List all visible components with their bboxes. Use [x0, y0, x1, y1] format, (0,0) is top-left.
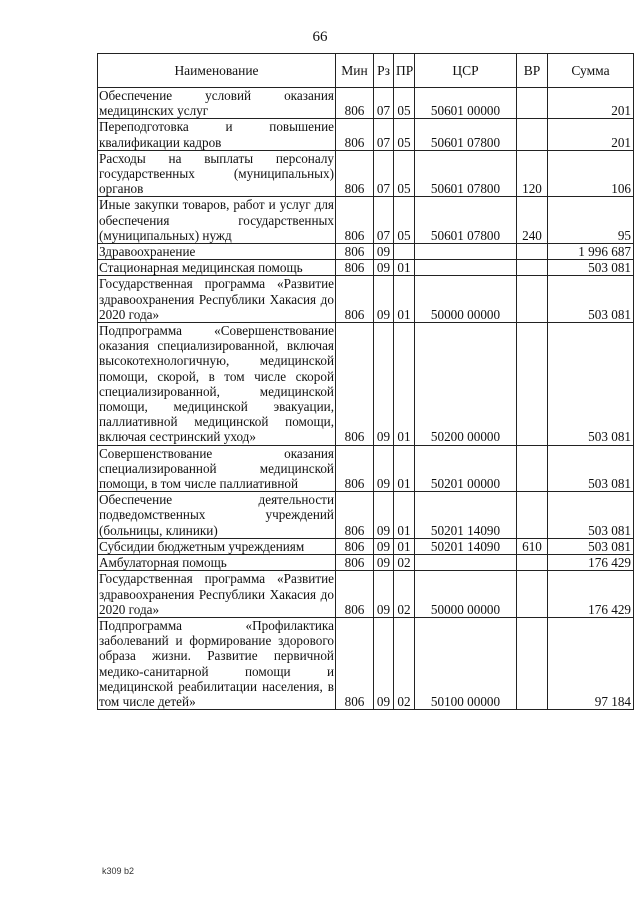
cell-rz: 09 — [374, 323, 394, 446]
header-name: Наименование — [98, 54, 336, 88]
cell-vr — [517, 492, 548, 539]
table-row — [98, 119, 634, 150]
header-min: Мин — [336, 54, 374, 88]
cell-csr: 50000 00000 — [415, 276, 517, 323]
table-row — [98, 555, 634, 571]
table-row — [98, 260, 634, 276]
cell-rz: 09 — [374, 555, 394, 571]
cell-name: Амбулаторная помощь — [98, 555, 336, 571]
cell-csr — [415, 244, 517, 260]
cell-name: Государственная программа «Развитие здравоохранения Республики Хакасия до 2020 года» — [99, 571, 334, 617]
cell-min: 806 — [336, 150, 374, 197]
cell-min: 806 — [336, 445, 374, 492]
cell-csr — [415, 555, 517, 571]
cell-min: 806 — [336, 323, 374, 446]
cell-csr: 50201 14090 — [415, 538, 517, 554]
header-sum: Сумма — [548, 54, 634, 88]
cell-rz: 07 — [374, 197, 394, 244]
table-row — [98, 445, 634, 492]
cell-csr — [415, 260, 517, 276]
cell-vr: 610 — [517, 538, 548, 554]
cell-rz: 09 — [374, 538, 394, 554]
cell-csr: 50601 00000 — [415, 88, 517, 119]
cell-pr: 01 — [394, 445, 415, 492]
cell-rz: 07 — [374, 150, 394, 197]
cell-sum: 503 081 — [548, 276, 634, 323]
cell-min: 806 — [336, 492, 374, 539]
cell-name: Здравоохранение — [98, 244, 336, 260]
budget-table — [97, 53, 634, 710]
cell-sum: 201 — [548, 119, 634, 150]
cell-pr: 02 — [394, 617, 415, 709]
cell-vr — [517, 323, 548, 446]
cell-min: 806 — [336, 119, 374, 150]
cell-pr: 01 — [394, 260, 415, 276]
table-row — [98, 150, 634, 197]
cell-pr: 02 — [394, 571, 415, 618]
cell-pr: 01 — [394, 492, 415, 539]
cell-vr — [517, 571, 548, 618]
cell-min: 806 — [336, 555, 374, 571]
cell-vr — [517, 260, 548, 276]
cell-sum: 176 429 — [548, 571, 634, 618]
cell-rz: 09 — [374, 492, 394, 539]
cell-min: 806 — [336, 260, 374, 276]
cell-vr — [517, 119, 548, 150]
cell-rz: 09 — [374, 571, 394, 618]
header-vr: ВР — [517, 54, 548, 88]
cell-name: Обеспечение условий оказания медицинских услуг — [99, 88, 334, 119]
cell-rz: 07 — [374, 88, 394, 119]
footer-code: k309 b2 — [102, 866, 135, 876]
table-header-row — [98, 54, 634, 88]
cell-csr: 50201 14090 — [415, 492, 517, 539]
cell-csr: 50601 07800 — [415, 119, 517, 150]
table-row — [98, 492, 634, 539]
cell-csr: 50100 00000 — [415, 617, 517, 709]
cell-csr: 50601 07800 — [415, 150, 517, 197]
cell-name: Государственная программа «Развитие здравоохранения Республики Хакасия до 2020 года» — [99, 276, 334, 322]
cell-min: 806 — [336, 88, 374, 119]
cell-vr — [517, 88, 548, 119]
cell-pr: 01 — [394, 323, 415, 446]
cell-vr — [517, 445, 548, 492]
cell-rz: 09 — [374, 276, 394, 323]
header-csr: ЦСР — [415, 54, 517, 88]
cell-csr: 50000 00000 — [415, 571, 517, 618]
table-row — [98, 276, 634, 323]
cell-min: 806 — [336, 276, 374, 323]
cell-sum: 176 429 — [548, 555, 634, 571]
cell-name: Иные закупки товаров, работ и услуг для обеспечения государственных (муниципальных) нужд — [99, 197, 334, 243]
table-row — [98, 323, 634, 446]
table-row — [98, 617, 634, 709]
cell-pr: 05 — [394, 197, 415, 244]
cell-pr: 01 — [394, 276, 415, 323]
cell-rz: 09 — [374, 260, 394, 276]
table-row — [98, 571, 634, 618]
page-number: 66 — [312, 29, 328, 45]
cell-sum: 503 081 — [548, 492, 634, 539]
cell-sum: 503 081 — [548, 445, 634, 492]
cell-vr: 120 — [517, 150, 548, 197]
cell-sum: 503 081 — [548, 323, 634, 446]
cell-vr: 240 — [517, 197, 548, 244]
cell-vr — [517, 276, 548, 323]
cell-name: Стационарная медицинская помощь — [98, 260, 336, 276]
cell-pr: 05 — [394, 119, 415, 150]
cell-csr: 50200 00000 — [415, 323, 517, 446]
cell-sum: 97 184 — [548, 617, 634, 709]
cell-min: 806 — [336, 571, 374, 618]
cell-sum: 95 — [548, 197, 634, 244]
cell-rz: 07 — [374, 119, 394, 150]
table-row — [98, 244, 634, 260]
cell-name: Обеспечение деятельности подведомственных учреждений (больницы, клиники) — [99, 492, 334, 538]
cell-pr: 02 — [394, 555, 415, 571]
cell-sum: 201 — [548, 88, 634, 119]
cell-sum: 106 — [548, 150, 634, 197]
header-pr: ПР — [394, 54, 415, 88]
cell-name: Расходы на выплаты персоналу государственных (муниципальных) органов — [99, 150, 334, 197]
cell-min: 806 — [336, 197, 374, 244]
cell-vr — [517, 617, 548, 709]
cell-name: Совершенствование оказания специализированной медицинской помощи, в том числе паллиативной — [99, 445, 334, 492]
cell-sum: 503 081 — [548, 538, 634, 554]
cell-pr: 05 — [394, 150, 415, 197]
cell-rz: 09 — [374, 445, 394, 492]
cell-pr: 05 — [394, 88, 415, 119]
cell-pr — [394, 244, 415, 260]
cell-pr: 01 — [394, 538, 415, 554]
cell-csr: 50601 07800 — [415, 197, 517, 244]
cell-min: 806 — [336, 244, 374, 260]
cell-name: Переподготовка и повышение квалификации кадров — [99, 119, 334, 150]
cell-min: 806 — [336, 617, 374, 709]
table-row — [98, 197, 634, 244]
cell-rz: 09 — [374, 617, 394, 709]
cell-name: Субсидии бюджетным учреждениям — [98, 538, 336, 554]
cell-vr — [517, 555, 548, 571]
cell-name: Подпрограмма «Профилактика заболеваний и формирование здорового образа жизни. Развитие первичной медико-санитарной помощи и медицинской реабилитации населения, в том числе детей» — [99, 617, 334, 709]
cell-csr: 50201 00000 — [415, 445, 517, 492]
table-row — [98, 538, 634, 554]
table-row — [98, 88, 634, 119]
cell-name: Подпрограмма «Совершенствование оказания специализированной, включая высокотехнологичную, медицинской помощи, скорой, в том числе скорой специализированной, медицинской помощи, медицинской эвакуации, паллиативной медицинской помощи, включая сестринский уход» — [99, 323, 334, 445]
cell-sum: 1 996 687 — [548, 244, 634, 260]
cell-vr — [517, 244, 548, 260]
cell-sum: 503 081 — [548, 260, 634, 276]
cell-min: 806 — [336, 538, 374, 554]
cell-rz: 09 — [374, 244, 394, 260]
header-rz: Рз — [374, 54, 394, 88]
